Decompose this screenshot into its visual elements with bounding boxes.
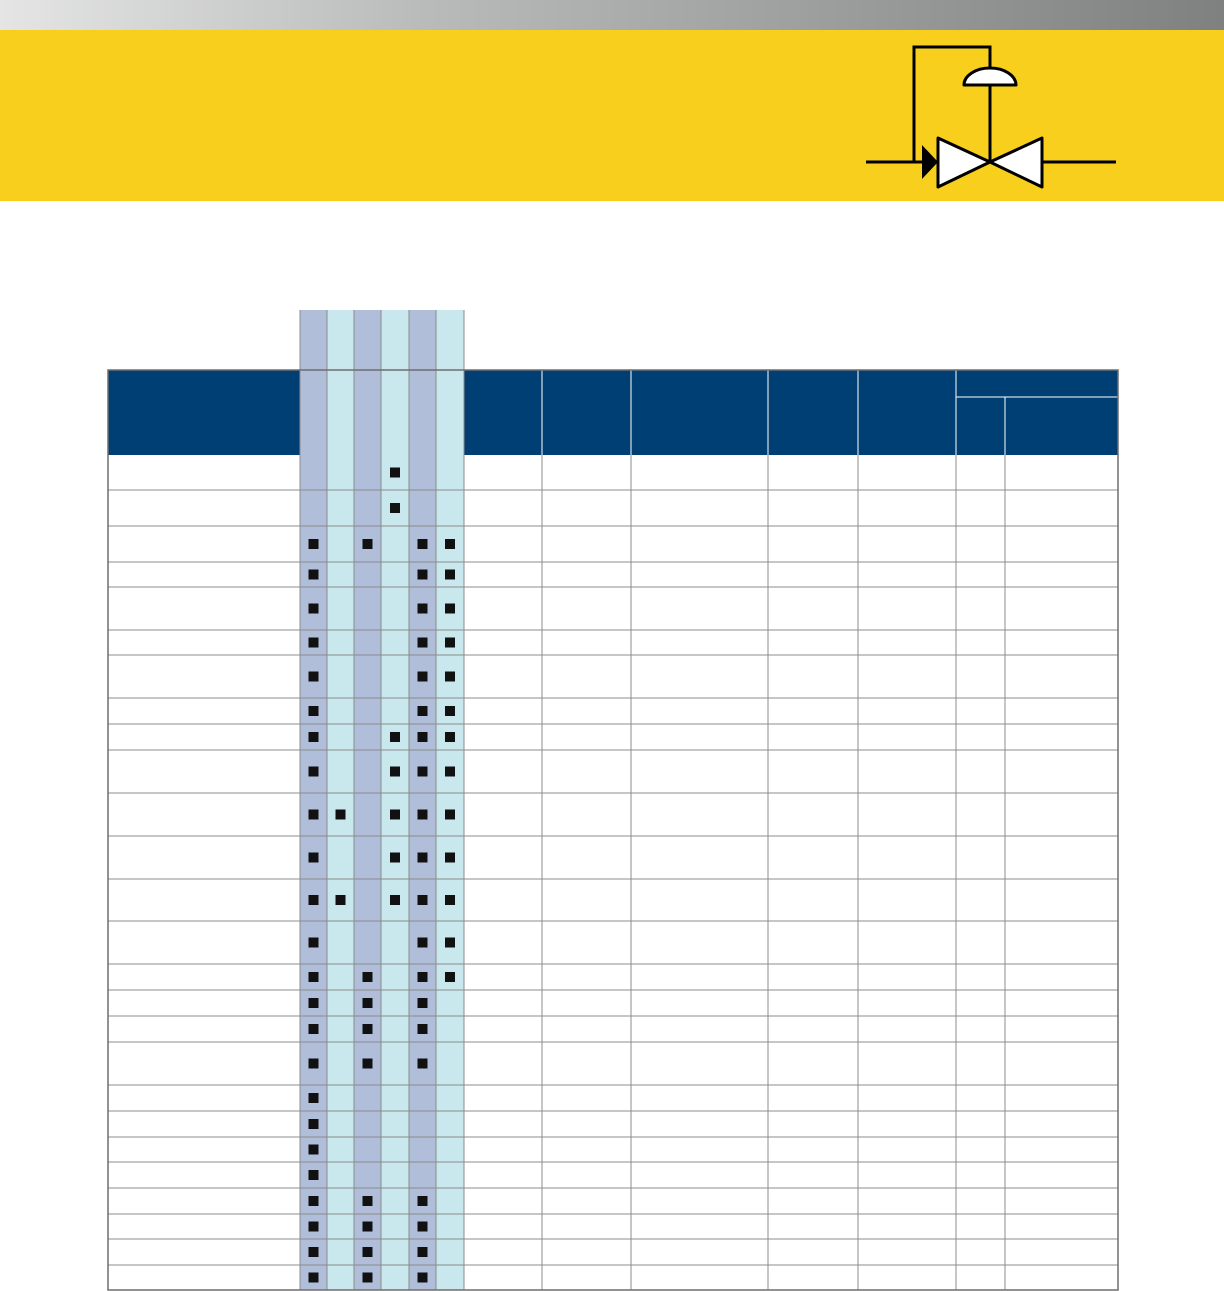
flag-marker — [418, 1247, 428, 1257]
flag-marker — [418, 672, 428, 682]
flag-marker — [418, 1024, 428, 1034]
flag-marker — [363, 1247, 373, 1257]
flag-marker — [363, 539, 373, 549]
flag-marker — [309, 767, 319, 777]
flag-marker — [309, 895, 319, 905]
flag-marker — [418, 853, 428, 863]
flag-marker — [445, 672, 455, 682]
flag-marker — [309, 998, 319, 1008]
flag-marker — [445, 810, 455, 820]
flag-marker — [418, 938, 428, 948]
flag-marker — [445, 706, 455, 716]
flag-marker — [309, 1093, 319, 1103]
flag-marker — [445, 604, 455, 614]
flag-column-2 — [327, 310, 354, 1290]
flag-marker — [445, 972, 455, 982]
label-column-header — [108, 370, 300, 455]
flag-marker — [445, 895, 455, 905]
flag-marker — [390, 468, 400, 478]
flag-marker — [390, 732, 400, 742]
flag-marker — [309, 732, 319, 742]
flag-marker — [390, 767, 400, 777]
flag-marker — [445, 767, 455, 777]
flag-marker — [418, 604, 428, 614]
flag-marker — [418, 767, 428, 777]
data-columns-header — [464, 370, 1118, 455]
flag-marker — [309, 1196, 319, 1206]
flag-marker — [309, 972, 319, 982]
flag-marker — [445, 938, 455, 948]
flag-marker — [309, 638, 319, 648]
flag-marker — [363, 1196, 373, 1206]
flag-marker — [445, 539, 455, 549]
flag-marker — [309, 1059, 319, 1069]
flag-marker — [309, 1273, 319, 1283]
flag-marker — [445, 570, 455, 580]
flag-column-4 — [381, 310, 409, 1290]
flag-marker — [418, 1273, 428, 1283]
flag-marker — [445, 732, 455, 742]
flag-marker — [363, 1273, 373, 1283]
flag-marker — [418, 570, 428, 580]
flag-marker — [445, 638, 455, 648]
table-outer-border — [108, 370, 1118, 1290]
flag-marker — [309, 1024, 319, 1034]
flag-marker — [418, 998, 428, 1008]
flag-marker — [390, 810, 400, 820]
flag-marker — [390, 503, 400, 513]
flag-marker — [390, 853, 400, 863]
flag-marker — [418, 706, 428, 716]
flag-marker — [363, 1059, 373, 1069]
flag-marker — [309, 938, 319, 948]
flag-marker — [336, 895, 346, 905]
flag-column-3 — [354, 310, 381, 1290]
flag-marker — [309, 1145, 319, 1155]
flag-marker — [418, 1222, 428, 1232]
flag-marker — [309, 1247, 319, 1257]
flag-column-1 — [300, 310, 327, 1290]
flag-marker — [363, 1024, 373, 1034]
flag-marker — [309, 539, 319, 549]
flag-marker — [309, 604, 319, 614]
flag-marker — [418, 539, 428, 549]
flag-marker — [336, 810, 346, 820]
flag-column-5 — [409, 310, 436, 1290]
flag-marker — [309, 810, 319, 820]
flag-marker — [309, 1170, 319, 1180]
flag-marker — [418, 1059, 428, 1069]
flag-marker — [309, 706, 319, 716]
flag-marker — [363, 998, 373, 1008]
flag-column-6 — [436, 310, 464, 1290]
flag-marker — [418, 895, 428, 905]
flag-marker — [418, 810, 428, 820]
flag-marker — [390, 895, 400, 905]
flag-marker — [363, 1222, 373, 1232]
flag-marker — [309, 570, 319, 580]
flag-marker — [309, 672, 319, 682]
flag-marker — [363, 972, 373, 982]
flag-marker — [418, 972, 428, 982]
flag-marker — [309, 853, 319, 863]
flag-marker — [418, 732, 428, 742]
flag-marker — [418, 1196, 428, 1206]
flag-marker — [445, 853, 455, 863]
flag-marker — [309, 1222, 319, 1232]
flag-marker — [418, 638, 428, 648]
flag-marker — [309, 1119, 319, 1129]
